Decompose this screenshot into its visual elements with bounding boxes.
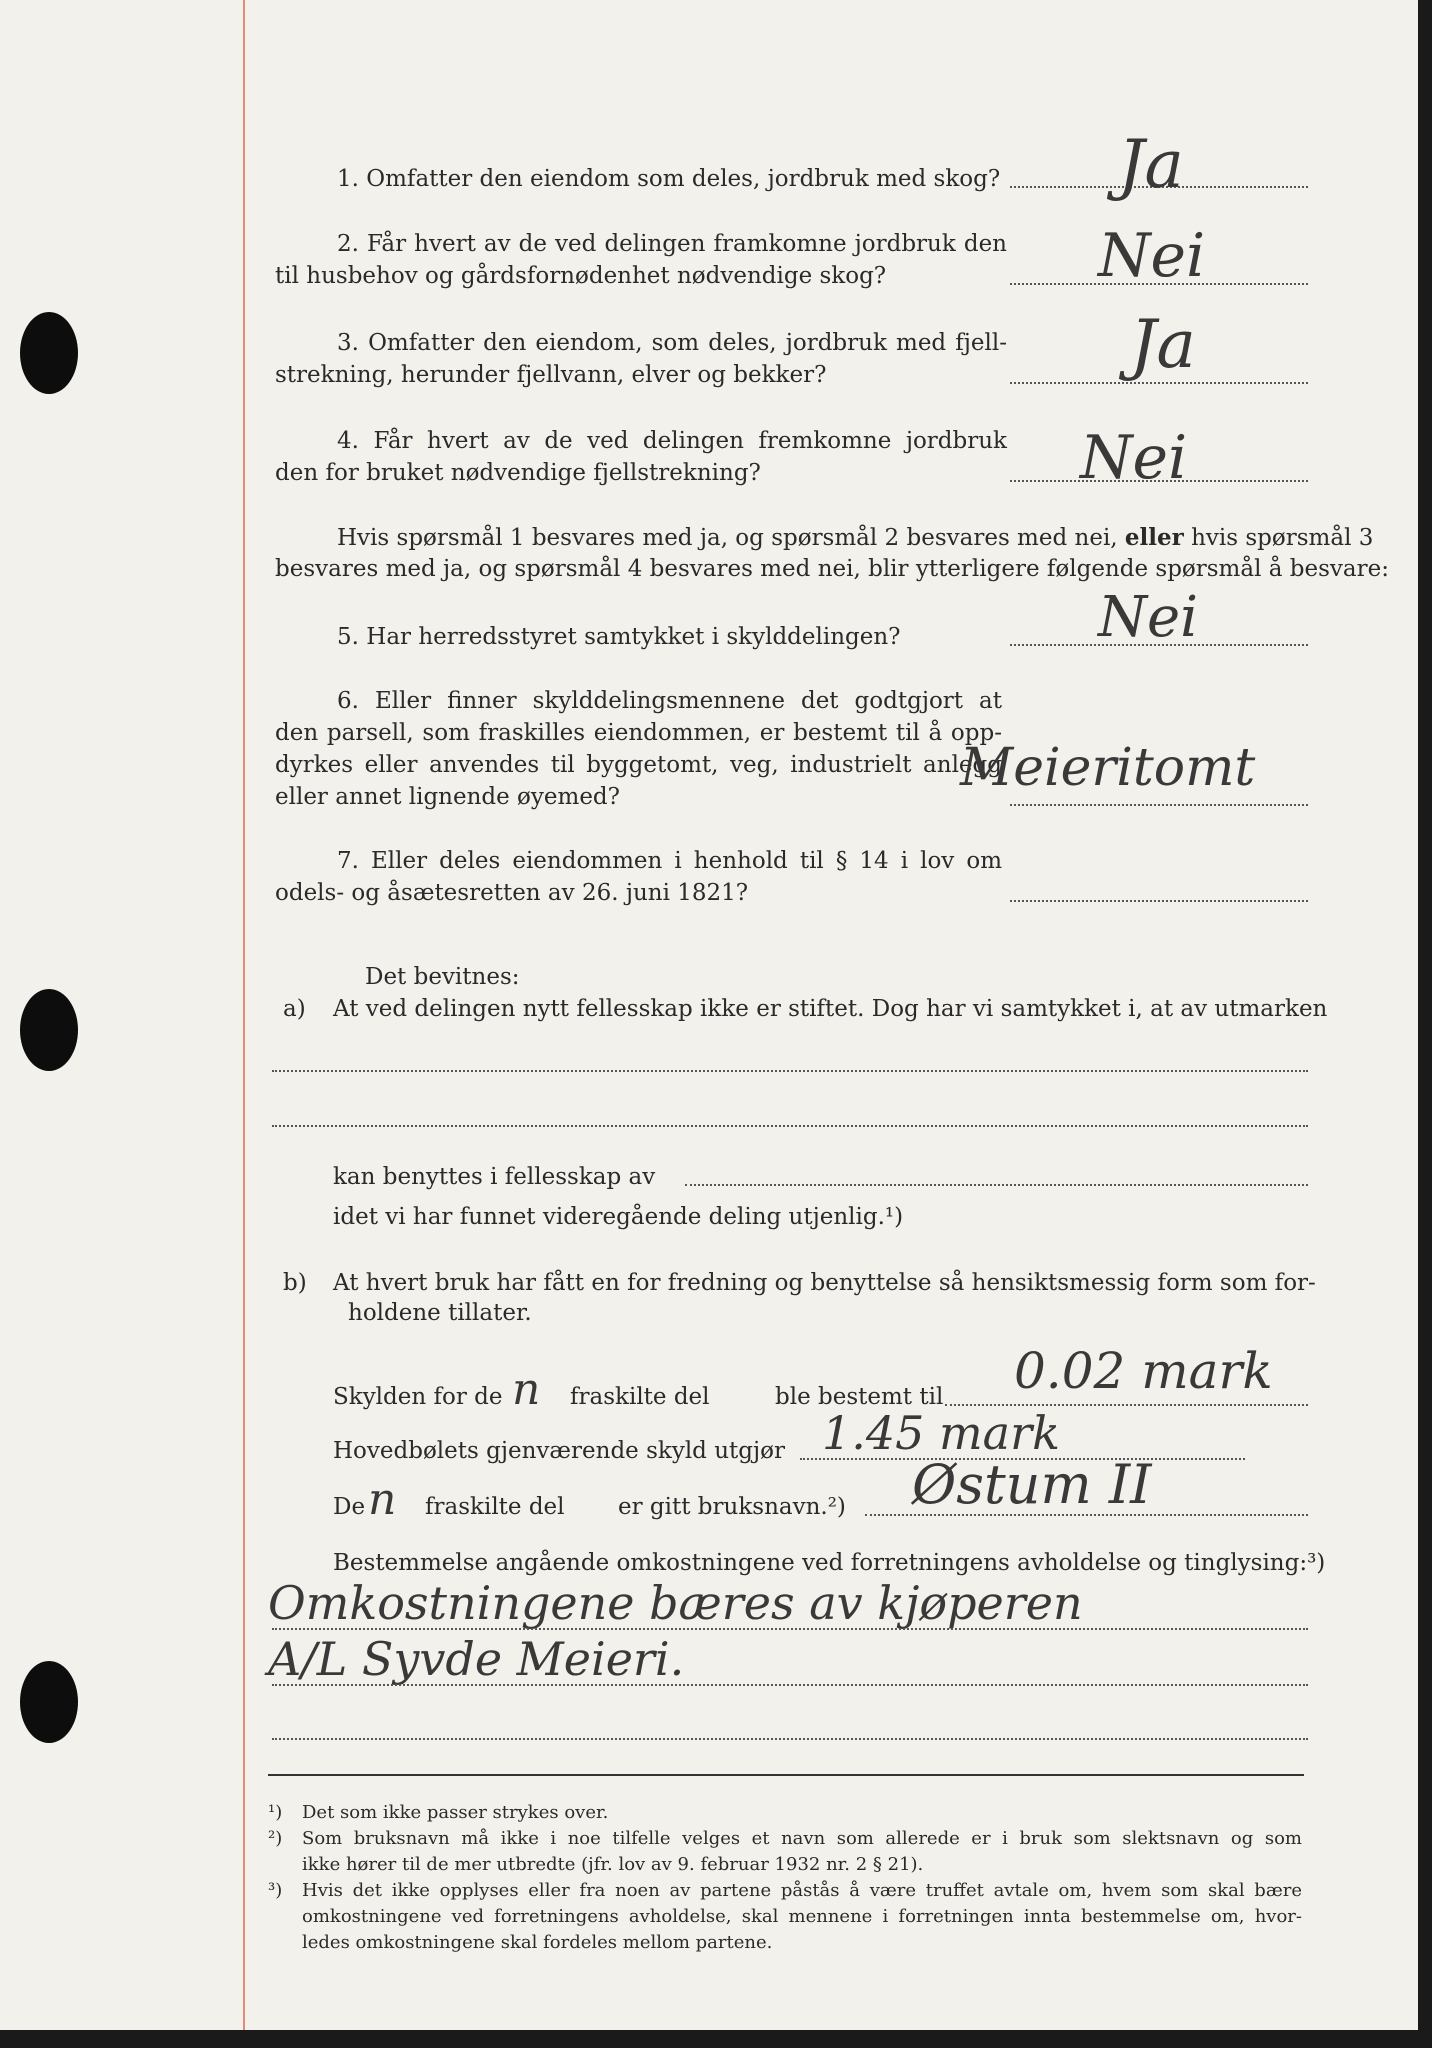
question-6-line-4: eller annet lignende øyemed? [275, 784, 620, 810]
footnote-1-text: Det som ikke passer strykes over. [302, 1802, 609, 1823]
footnote-2-text-2: ikke hører til de mer utbredte (jfr. lov av 9. februar 1932 nr. 2 § 21). [302, 1854, 924, 1875]
question-text: Får hvert av de ved delingen framkomne jordbruk den [367, 231, 1007, 257]
intro-line-2: besvares med ja, og spørsmål 4 besvares med nei, blir ytterligere følgende spørsmål å besvare: [275, 556, 1389, 582]
footnote-3-text-2: omkostningene ved forretningens avholdelse, skal mennene i forretningen innta bestemmelse om, hvor- [302, 1906, 1302, 1927]
question-6-line-2: den parsell, som fraskilles eiendommen, er bestemt til å opp- [275, 720, 1002, 746]
question-7 [337, 850, 1002, 873]
costs-label: Bestemmelse angående omkostningene ved forretningens avholdelse og tinglysing:³) [333, 1550, 1326, 1576]
question-text: Får hvert av de ved delingen fremkomne jordbruk [373, 428, 1007, 454]
skyld-suffix: ble bestemt til [775, 1384, 944, 1410]
footnote-1-mark: ¹) [268, 1802, 283, 1823]
footnote-3-text-3: ledes omkostningene skal fordeles mellom partene. [302, 1932, 773, 1953]
answer-6: Meieritomt [960, 738, 1256, 798]
question-7-line-2: odels- og åsætesretten av 26. juni 1821? [275, 880, 749, 906]
intro-line-1: Hvis spørsmål 1 besvares med ja, og spørsmål 2 besvares med nei, eller hvis spørsmål 3 [337, 524, 1374, 551]
question-1 [337, 168, 1000, 191]
attest-heading: Det bevitnes: [365, 964, 520, 990]
footnote-2-text: Som bruksnavn må ikke i noe tilfelle velges et navn som allerede er i bruk som slektsnavn og som [302, 1828, 1302, 1849]
answer-line [1010, 804, 1308, 806]
question-number: 7. [337, 848, 359, 874]
question-text: Har herredsstyret samtykket i skylddelingen? [366, 624, 901, 650]
question-text: Eller finner skylddelingsmennene det godtgjort at [374, 688, 1002, 714]
footnote-3-text: Hvis det ikke opplyses eller fra noen av partene påstås å være truffet avtale om, hvem som skal bære [302, 1880, 1302, 1901]
punch-hole [20, 312, 78, 394]
question-text: Eller deles eiendommen i henhold til § 14 i lov om [371, 848, 1003, 874]
question-6 [337, 690, 1002, 713]
question-3 [337, 332, 1007, 355]
question-number: 1. [337, 166, 359, 192]
skyld-value: 0.02 mark [1014, 1342, 1273, 1400]
blank-line [272, 1738, 1308, 1740]
bruksnavn-value: Østum II [912, 1453, 1152, 1516]
skyld-prefix: Skylden for de [333, 1384, 503, 1410]
costs-handwritten-line-1: Omkostningene bæres av kjøperen [268, 1576, 1083, 1630]
answer-2: Nei [1098, 221, 1206, 291]
question-number: 6. [337, 688, 359, 714]
answer-line [1010, 900, 1308, 902]
reason-text: idet vi har funnet videregående deling utjenlig.¹) [333, 1204, 904, 1230]
question-2 [337, 233, 1007, 256]
question-4 [337, 430, 1007, 453]
blank-line [272, 1684, 1308, 1686]
question-6-line-3: dyrkes eller anvendes til byggetomt, veg, industrielt anlegg [275, 752, 1002, 778]
skyld-handwritten: n [512, 1364, 541, 1415]
costs-handwritten-line-2: A/L Syvde Meieri. [268, 1632, 685, 1686]
attest-b-label: b) [283, 1270, 307, 1296]
name-prefix: De [333, 1494, 366, 1520]
blank-line [272, 1070, 1308, 1072]
blank-line [685, 1184, 1308, 1186]
common-use-label: kan benyttes i fellesskap av [333, 1164, 656, 1190]
question-text: Omfatter den eiendom som deles, jordbruk med skog? [366, 166, 1001, 192]
attest-a-text: At ved delingen nytt fellesskap ikke er stiftet. Dog har vi samtykket i, at av utmarken [333, 996, 1328, 1022]
main-skyld-value: 1.45 mark [822, 1406, 1060, 1460]
answer-3: Ja [1130, 306, 1196, 383]
question-number: 4. [337, 428, 359, 454]
question-4-line-2: den for bruket nødvendige fjellstrekning? [275, 460, 761, 486]
attest-b-line-1: At hvert bruk har fått en for fredning og benyttelse så hensiktsmessig form som for- [333, 1270, 1316, 1296]
punch-hole [20, 1661, 78, 1743]
question-number: 2. [337, 231, 359, 257]
question-number: 5. [337, 624, 359, 650]
question-number: 3. [337, 330, 359, 356]
name-handwritten: n [368, 1474, 397, 1525]
attest-b-line-2: holdene tillater. [348, 1300, 532, 1326]
intro-bold-word: eller [1124, 524, 1184, 551]
skyld-mid: fraskilte del [570, 1384, 710, 1410]
footnote-3-mark: ³) [268, 1880, 283, 1901]
main-skyld-label: Hovedbølets gjenværende skyld utgjør [333, 1438, 785, 1464]
blank-line [272, 1125, 1308, 1127]
question-text: Omfatter den eiendom, som deles, jordbruk med fjell- [368, 330, 1008, 356]
answer-1: Ja [1118, 126, 1184, 203]
name-suffix: er gitt bruksnavn.²) [618, 1494, 846, 1520]
attest-a-label: a) [283, 996, 306, 1022]
punch-hole [20, 989, 78, 1071]
answer-5: Nei [1098, 585, 1199, 650]
name-mid: fraskilte del [425, 1494, 565, 1520]
footnote-2-mark: ²) [268, 1828, 283, 1849]
question-3-line-2: strekning, herunder fjellvann, elver og bekker? [275, 362, 827, 388]
answer-4: Nei [1080, 423, 1188, 493]
margin-line [243, 0, 245, 2030]
question-2-line-2: til husbehov og gårdsfornødenhet nødvendige skog? [275, 263, 887, 289]
question-5 [337, 626, 901, 649]
footnote-rule [268, 1774, 1304, 1776]
blank-line [272, 1628, 1308, 1630]
